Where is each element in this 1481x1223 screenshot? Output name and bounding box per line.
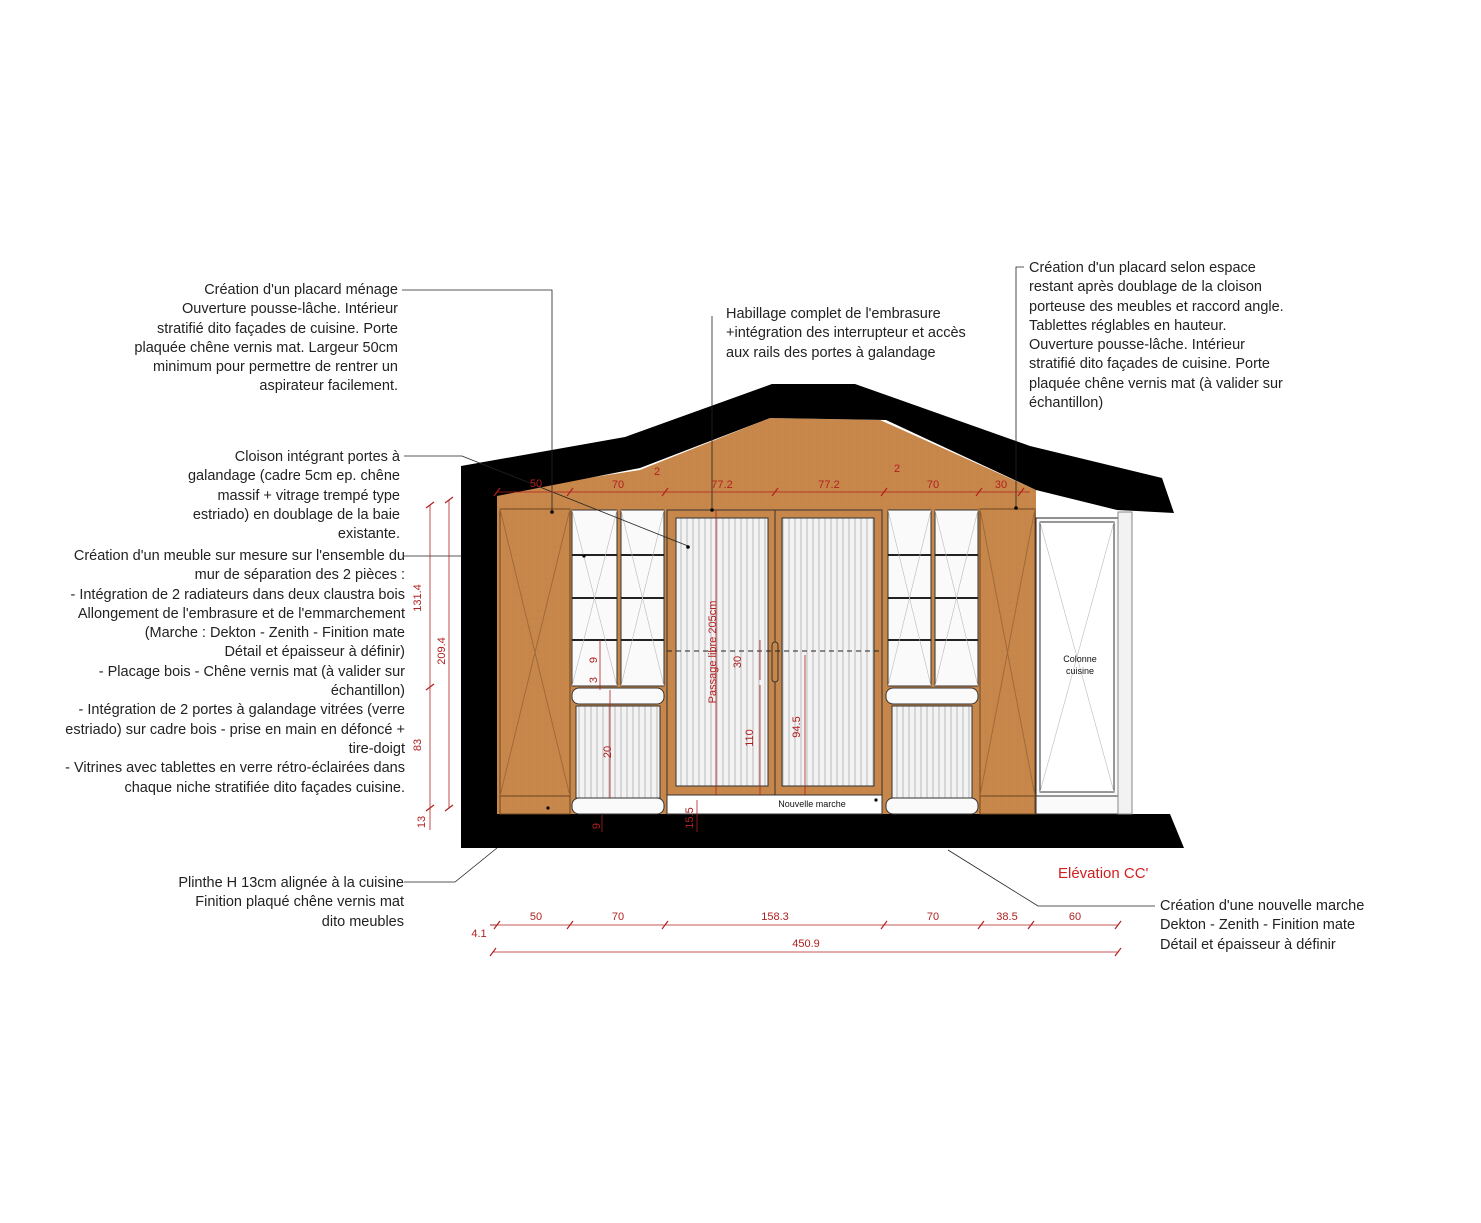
passage-label: Passage libre 205cm xyxy=(707,600,719,704)
note-line: Création d'un meuble sur mesure sur l'ensemble du xyxy=(73,548,405,564)
dim-v-15-5: 15.5 xyxy=(684,807,696,829)
note-line: Finition plaqué chêne vernis mat xyxy=(195,894,404,911)
note-line: - Vitrines avec tablettes en verre rétro-éclairées dans xyxy=(65,760,405,777)
note-placard-menage xyxy=(134,281,398,397)
note-line: - Placage bois - Chêne vernis mat (à valider sur xyxy=(98,663,405,680)
note-line: aux rails des portes à galandage xyxy=(726,344,936,361)
note-line: aspirateur facilement. xyxy=(259,378,398,395)
dim-v-83: 83 xyxy=(412,738,424,752)
note-line: échantillon) xyxy=(330,683,405,700)
note-line: galandage (cadre 5cm ep. chêne xyxy=(187,468,400,485)
dim-bottom-6: 38.5 xyxy=(996,911,1018,923)
dim-v-209-4: 209.4 xyxy=(436,637,448,665)
note-line: plaquée chêne vernis mat. Largeur 50cm xyxy=(134,339,398,356)
dim-bottom-2: 50 xyxy=(529,911,543,923)
dim-top-5: 77.2 xyxy=(818,479,840,491)
note-habillage xyxy=(726,305,966,363)
note-plinthe xyxy=(178,874,404,932)
note-line: - Intégration de 2 radiateurs dans deux claustra bois xyxy=(70,586,405,603)
dim-v-110: 110 xyxy=(744,729,756,747)
dim-bottom-3: 70 xyxy=(611,911,625,923)
dim-top-8: 30 xyxy=(994,479,1008,491)
dim-top-1: 50 xyxy=(529,478,543,490)
dim-v-3: 3 xyxy=(588,676,600,684)
note-line: Habillage complet de l'embrasure xyxy=(726,306,941,322)
dim-top-2: 70 xyxy=(611,479,625,491)
note-line: Création d'un placard selon espace xyxy=(1029,260,1256,276)
note-line: Plinthe H 13cm alignée à la cuisine xyxy=(178,875,404,891)
colonne-label-1: Colonne xyxy=(1063,654,1097,664)
dim-total: 450.9 xyxy=(792,938,820,950)
note-line: Tablettes réglables en hauteur. xyxy=(1029,317,1227,334)
note-line: Création d'un placard ménage xyxy=(204,282,398,298)
dim-top-3: 2 xyxy=(653,466,661,478)
elevation-title: Elévation CC' xyxy=(1058,865,1149,882)
dim-bottom-5: 70 xyxy=(926,911,940,923)
note-line: +intégration des interrupteur et accès xyxy=(726,325,966,342)
note-line: mur de séparation des 2 pièces : xyxy=(194,567,405,584)
note-line: Ouverture pousse-lâche. Intérieur xyxy=(1029,337,1245,354)
dim-v-13: 13 xyxy=(416,815,428,829)
dim-bottom-1: 4.1 xyxy=(471,928,487,940)
dim-v-94-5: 94.5 xyxy=(791,716,803,738)
note-cloison xyxy=(188,448,400,544)
note-line: Détail et épaisseur à définir) xyxy=(224,644,405,661)
dim-top-4: 77.2 xyxy=(711,479,733,491)
note-line: Création d'une nouvelle marche xyxy=(1160,898,1365,914)
note-meuble xyxy=(65,547,405,798)
dim-v-20: 20 xyxy=(602,745,614,759)
floor-slab xyxy=(461,814,1184,848)
note-line: estriado) en doublage de la baie xyxy=(192,506,400,523)
dim-v-9-lower: 9 xyxy=(591,822,603,830)
dim-top-6: 2 xyxy=(893,463,901,475)
note-line: (Marche : Dekton - Zenith - Finition mate xyxy=(144,625,405,642)
note-line: - Intégration de 2 portes à galandage vitrées (verre xyxy=(78,702,405,719)
note-line: chaque niche stratifiée dito façades cuisine. xyxy=(124,779,405,796)
note-line: stratifié dito façades de cuisine. Porte xyxy=(1029,356,1270,373)
note-line: massif + vitrage trempé type xyxy=(217,487,400,504)
sliding-doors xyxy=(667,510,882,814)
note-line: tire-doigt xyxy=(348,740,405,757)
note-line: Détail et épaisseur à définir xyxy=(1160,936,1336,953)
dim-v-131-4: 131.4 xyxy=(412,584,424,612)
note-line: plaquée chêne vernis mat (à valider sur xyxy=(1029,375,1283,392)
dim-v-9-upper: 9 xyxy=(588,656,600,664)
note-line: Cloison intégrant portes à xyxy=(234,449,400,465)
dim-v-30: 30 xyxy=(732,655,744,669)
dim-bottom-7: 60 xyxy=(1068,911,1082,923)
colonne-label-2: cuisine xyxy=(1065,666,1095,676)
note-line: estriado) sur cadre bois - prise en main en défoncé + xyxy=(65,721,405,738)
dim-bottom-4: 158.3 xyxy=(761,911,789,923)
note-line: dito meubles xyxy=(321,913,404,930)
dim-top-7: 70 xyxy=(926,479,940,491)
note-line: existante. xyxy=(337,526,400,543)
note-line: échantillon) xyxy=(1029,395,1104,412)
note-placard-angle xyxy=(1029,259,1284,413)
note-marche xyxy=(1160,897,1364,955)
note-line: Ouverture pousse-lâche. Intérieur xyxy=(182,301,398,318)
nouvelle-marche-label: Nouvelle marche xyxy=(778,799,846,809)
note-line: Allongement de l'embrasure et de l'emmarchement xyxy=(77,605,405,622)
note-line: Dekton - Zenith - Finition mate xyxy=(1160,917,1356,934)
note-line: minimum pour permettre de rentrer un xyxy=(153,359,398,376)
note-line: porteuse des meubles et raccord angle. xyxy=(1029,298,1284,315)
note-line: restant après doublage de la cloison xyxy=(1029,279,1262,296)
note-line: stratifié dito façades de cuisine. Porte xyxy=(157,320,398,337)
